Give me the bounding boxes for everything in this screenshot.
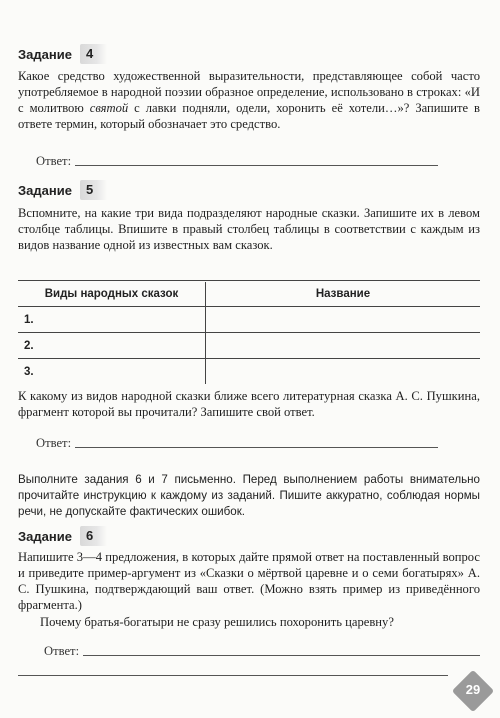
task-4-text-after: с лавки подняли, одели, хоронить её хотели…»? Запишите в ответе термин, который обозначает это средство. (18, 101, 480, 131)
table-cell-title[interactable] (206, 307, 481, 333)
task-4-answer[interactable] (36, 154, 438, 169)
task-6-question: Почему братья-богатыри не сразу решились похоронить царевну? (40, 615, 394, 629)
table-header-kinds: Виды народных сказок (18, 282, 206, 307)
table-row (18, 307, 480, 333)
task-6-answer-label: Ответ: (44, 644, 80, 658)
task-4-label: Задание (18, 46, 72, 62)
task-5-text: Вспомните, на какие три вида подразделяют народные сказки. Запишите их в левом столбце таблицы. Впишите в правый столбец таблицы в соответствии с каждым из видов название одной из известных вам сказок. (18, 206, 480, 252)
task-6-answer[interactable] (44, 644, 480, 659)
task-4-text (18, 68, 480, 132)
task-4-text-before: Какое средство художественной выразительности, представляющее собой часто употребляемое в народной поэзии образное определение, использовано в строках: «И с молитвою (18, 69, 480, 115)
table-row-number: 2. (18, 333, 206, 359)
table-row (18, 359, 480, 385)
task-5-answer-label: Ответ: (36, 436, 72, 450)
task-5-answer[interactable] (36, 436, 438, 451)
task-6-number: 6 (80, 526, 107, 546)
task-5-question: К какому из видов народной сказки ближе всего литературная сказка А. С. Пушкина, фрагмент которой вы прочитали? Запишите свой ответ. (18, 389, 480, 419)
table-cell-title[interactable] (206, 359, 481, 385)
task-6-text: Напишите 3—4 предложения, в которых дайте прямой ответ на поставленный вопрос и приведите пример-аргумент из «Сказки о мёртвой царевне и о семи богатырях» А. С. Пушкина, подтверждающий ваш ответ. (Можно взять пример из приведённого фрагмента.) (18, 550, 480, 612)
task-6-answer-line[interactable] (83, 654, 480, 656)
table-row (18, 333, 480, 359)
task-5-heading (18, 180, 107, 200)
fairy-tale-kinds-table (18, 282, 480, 384)
page-number: 29 (465, 682, 481, 697)
instruction-text: Выполните задания 6 и 7 письменно. Перед выполнением работы внимательно прочитайте инструкцию к каждому из заданий. Пишите аккуратно, соблюдая нормы речи, не допускайте фактических ошибок. (18, 473, 480, 518)
task-6-label: Задание (18, 528, 72, 544)
table-top-border (18, 280, 480, 281)
table-header-title: Название (206, 282, 481, 307)
task-5-number: 5 (80, 180, 107, 200)
task-6-answer-line-2[interactable] (18, 675, 448, 676)
table-cell-title[interactable] (206, 333, 481, 359)
table-row-number: 3. (18, 359, 206, 385)
task-5-label: Задание (18, 182, 72, 198)
task-6-heading (18, 526, 107, 546)
table-row-number: 1. (18, 307, 206, 333)
task-4-text-italic: святой (89, 101, 129, 115)
task-4-answer-line[interactable] (75, 164, 438, 166)
task-5-answer-line[interactable] (75, 446, 438, 448)
task-4-answer-label: Ответ: (36, 154, 72, 168)
task-4-heading (18, 44, 107, 64)
task-4-number: 4 (80, 44, 107, 64)
